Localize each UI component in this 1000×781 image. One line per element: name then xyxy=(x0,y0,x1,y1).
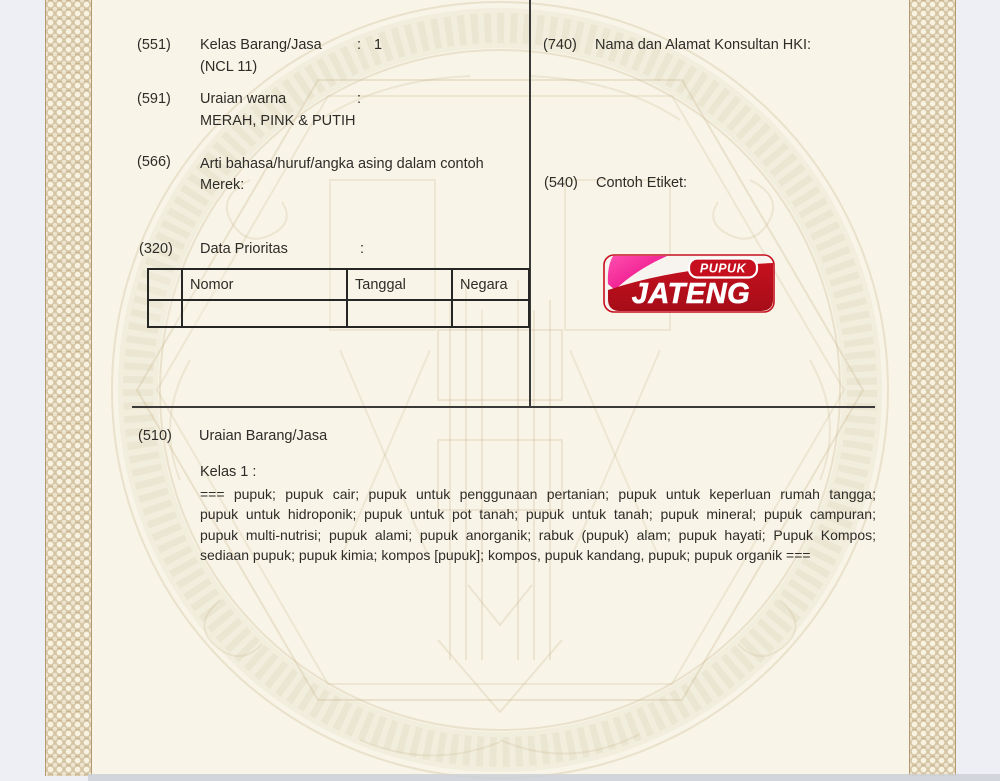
field-320-code: (320) xyxy=(139,241,173,257)
ornate-border-left xyxy=(45,0,92,776)
priority-table-row xyxy=(148,300,529,327)
priority-header-nomor: Nomor xyxy=(182,269,347,300)
priority-cell-blank xyxy=(148,300,182,327)
field-540-code: (540) xyxy=(544,175,578,191)
ornate-border-right xyxy=(909,0,956,776)
field-591-label: Uraian warna xyxy=(200,91,287,107)
goods-description-line-3: pupuk multi-nutrisi; pupuk alami; pupuk anorganik; rabuk (pupuk) alam; pupuk hayati; Pupuk Kompos; xyxy=(200,526,876,543)
photo-edge-strip xyxy=(88,774,1000,781)
field-551-subvalue: (NCL 11) xyxy=(200,59,258,75)
section-divider-line xyxy=(132,406,875,408)
field-591-colon: : xyxy=(357,91,362,107)
field-591-value: MERAH, PINK & PUTIH xyxy=(200,113,356,129)
logo-pupuk-text: PUPUK xyxy=(699,261,747,276)
column-divider-line xyxy=(529,0,531,407)
field-551-code: (551) xyxy=(137,37,171,53)
priority-cell-nomor xyxy=(182,300,347,327)
field-740-code: (740) xyxy=(543,37,577,53)
certificate-paper xyxy=(45,0,955,776)
priority-data-table xyxy=(147,268,530,328)
field-551-colon: : xyxy=(357,37,362,53)
field-566-code: (566) xyxy=(137,154,171,170)
field-551-label: Kelas Barang/Jasa xyxy=(200,37,322,53)
goods-description-line-2: pupuk untuk hidroponik; pupuk untuk pot tanah; pupuk untuk tanah; pupuk mineral; pupuk campuran; xyxy=(200,506,876,523)
field-320-label: Data Prioritas xyxy=(200,241,288,257)
field-510-label: Uraian Barang/Jasa xyxy=(199,428,328,444)
goods-description-line-1: === pupuk; pupuk cair; pupuk untuk penggunaan pertanian; pupuk untuk keperluan rumah tangga; xyxy=(200,486,876,502)
logo-artwork xyxy=(604,255,774,312)
priority-table-header-row xyxy=(148,269,529,300)
goods-description-line-4: sediaan pupuk; pupuk kimia; kompos [pupuk]; kompos, pupuk kandang, pupuk; pupuk organik === xyxy=(200,547,811,564)
field-540-label: Contoh Etiket: xyxy=(596,175,688,191)
goods-class-heading: Kelas 1 : xyxy=(200,464,257,480)
field-320-colon: : xyxy=(360,241,365,257)
field-551-value: 1 xyxy=(374,37,383,53)
priority-header-blank xyxy=(148,269,182,300)
field-740-label: Nama dan Alamat Konsultan HKI: xyxy=(595,37,812,53)
priority-cell-tanggal xyxy=(347,300,452,327)
priority-header-tanggal: Tanggal xyxy=(347,269,452,300)
field-591-code: (591) xyxy=(137,91,171,107)
priority-cell-negara xyxy=(452,300,529,327)
field-510-code: (510) xyxy=(138,428,172,444)
goods-description xyxy=(200,484,876,566)
logo-jateng-text: JATENG xyxy=(631,278,751,310)
priority-header-negara: Negara xyxy=(452,269,529,300)
field-566-label: Arti bahasa/huruf/angka asing dalam contoh Merek: xyxy=(200,156,484,193)
pupuk-jateng-logo xyxy=(603,254,775,314)
